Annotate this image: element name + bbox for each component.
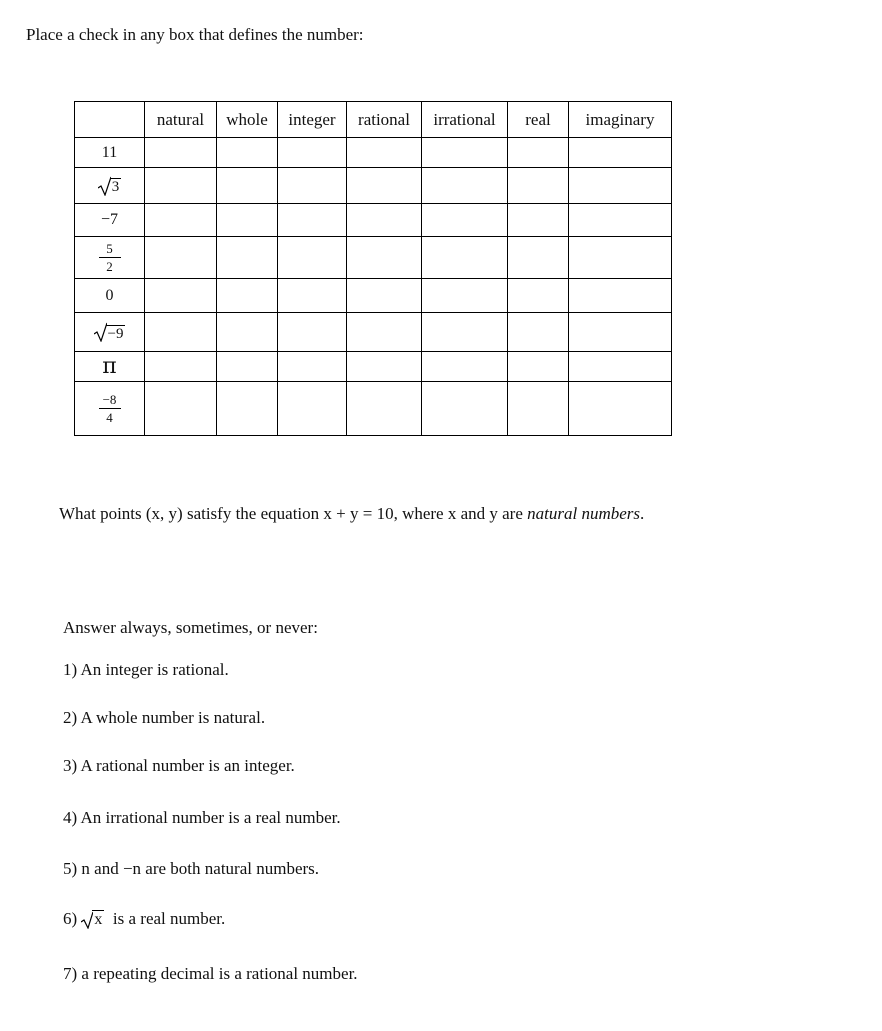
question-3: 3) A rational number is an integer. — [63, 756, 295, 775]
checkbox-cell-natural[interactable] — [145, 313, 217, 352]
number-value: 11 — [101, 143, 118, 161]
question-6-prefix: 6) — [63, 909, 82, 928]
row-number-cell — [75, 352, 145, 382]
checkbox-cell-imaginary[interactable] — [569, 313, 672, 352]
radicand: 3 — [111, 179, 120, 195]
fraction-numerator: 5 — [106, 241, 113, 256]
checkbox-cell-integer[interactable] — [278, 279, 347, 313]
checkbox-cell-rational[interactable] — [347, 204, 422, 237]
checkbox-cell-rational[interactable] — [347, 352, 422, 382]
fraction-numerator: −8 — [102, 392, 117, 407]
checkbox-cell-irrational[interactable] — [422, 313, 508, 352]
header-real: real — [508, 102, 569, 138]
checkbox-cell-irrational[interactable] — [422, 382, 508, 436]
checkbox-cell-imaginary[interactable] — [569, 279, 672, 313]
checkbox-cell-imaginary[interactable] — [569, 168, 672, 204]
table-row — [75, 168, 672, 204]
question-5: 5) n and −n are both natural numbers. — [63, 859, 320, 878]
header-integer: integer — [278, 102, 347, 138]
checkbox-cell-natural[interactable] — [145, 382, 217, 436]
row-number-cell — [75, 204, 145, 237]
radicand: −9 — [107, 325, 124, 342]
square-root — [94, 322, 126, 342]
checkbox-cell-irrational[interactable] — [422, 204, 508, 237]
header-row — [75, 102, 672, 138]
row-number-cell — [75, 237, 145, 279]
fraction-denominator: 4 — [106, 410, 113, 425]
checkbox-cell-imaginary[interactable] — [569, 204, 672, 237]
checkbox-cell-rational[interactable] — [347, 168, 422, 204]
checkbox-cell-integer[interactable] — [278, 237, 347, 279]
checkbox-cell-whole[interactable] — [217, 237, 278, 279]
checkbox-cell-integer[interactable] — [278, 204, 347, 237]
question-1: 1) An integer is rational. — [63, 660, 229, 679]
table-row — [75, 279, 672, 313]
row-number-cell — [75, 313, 145, 352]
checkbox-cell-imaginary[interactable] — [569, 352, 672, 382]
pi-symbol: π — [102, 353, 117, 379]
checkbox-cell-real[interactable] — [508, 382, 569, 436]
instruction-text: Place a check in any box that defines the number: — [26, 25, 364, 44]
checkbox-cell-natural[interactable] — [145, 279, 217, 313]
checkbox-cell-integer[interactable] — [278, 313, 347, 352]
checkbox-cell-natural[interactable] — [145, 138, 217, 168]
checkbox-cell-whole[interactable] — [217, 313, 278, 352]
checkbox-cell-natural[interactable] — [145, 237, 217, 279]
table-row — [75, 138, 672, 168]
checkbox-cell-rational[interactable] — [347, 382, 422, 436]
checkbox-cell-rational[interactable] — [347, 138, 422, 168]
checkbox-cell-imaginary[interactable] — [569, 382, 672, 436]
points-question-end: . — [640, 504, 645, 523]
square-root — [98, 176, 122, 196]
checkbox-cell-whole[interactable] — [217, 204, 278, 237]
checkbox-cell-integer[interactable] — [278, 138, 347, 168]
question-2: 2) A whole number is natural. — [63, 708, 266, 727]
checkbox-cell-imaginary[interactable] — [569, 237, 672, 279]
header-corner-cell — [75, 102, 145, 138]
question-6-radical — [81, 910, 104, 929]
header-imaginary: imaginary — [569, 102, 672, 138]
header-rational: rational — [347, 102, 422, 138]
checkbox-cell-irrational[interactable] — [422, 352, 508, 382]
table-row — [75, 204, 672, 237]
checkbox-cell-irrational[interactable] — [422, 168, 508, 204]
checkbox-cell-integer[interactable] — [278, 382, 347, 436]
checkbox-cell-rational[interactable] — [347, 279, 422, 313]
checkbox-cell-natural[interactable] — [145, 204, 217, 237]
checkbox-cell-natural[interactable] — [145, 352, 217, 382]
section-heading: Answer always, sometimes, or never: — [63, 618, 318, 637]
row-number-cell — [75, 279, 145, 313]
checkbox-cell-irrational[interactable] — [422, 237, 508, 279]
checkbox-cell-whole[interactable] — [217, 279, 278, 313]
checkbox-cell-integer[interactable] — [278, 168, 347, 204]
fraction-bar — [99, 408, 121, 409]
fraction — [99, 242, 121, 273]
question-7: 7) a repeating decimal is a rational number. — [63, 964, 358, 983]
fraction — [99, 393, 121, 424]
table-row — [75, 382, 672, 436]
number-value: −7 — [100, 211, 119, 228]
points-question — [59, 504, 644, 524]
checkbox-cell-real[interactable] — [508, 313, 569, 352]
checkbox-cell-real[interactable] — [508, 237, 569, 279]
checkbox-cell-whole[interactable] — [217, 138, 278, 168]
checkbox-cell-rational[interactable] — [347, 237, 422, 279]
checkbox-cell-natural[interactable] — [145, 168, 217, 204]
number-classification-table — [74, 101, 672, 436]
row-number-cell — [75, 168, 145, 204]
question-4: 4) An irrational number is a real number. — [63, 808, 341, 827]
points-question-text: What points (x, y) satisfy the equation x + y = 10, where x and y are — [59, 504, 528, 523]
checkbox-cell-whole[interactable] — [217, 168, 278, 204]
header-natural: natural — [145, 102, 217, 138]
checkbox-cell-real[interactable] — [508, 352, 569, 382]
checkbox-cell-real[interactable] — [508, 168, 569, 204]
row-number-cell — [75, 138, 145, 168]
header-irrational: irrational — [422, 102, 508, 138]
table-row — [75, 313, 672, 352]
fraction-bar — [99, 257, 121, 258]
fraction-denominator: 2 — [106, 259, 113, 274]
checkbox-cell-irrational[interactable] — [422, 279, 508, 313]
question-6-suffix: is a real number. — [104, 909, 226, 928]
checkbox-cell-real[interactable] — [508, 279, 569, 313]
checkbox-cell-whole[interactable] — [217, 382, 278, 436]
points-question-emphasis: natural numbers — [527, 504, 641, 523]
checkbox-cell-real[interactable] — [508, 138, 569, 168]
checkbox-cell-integer[interactable] — [278, 352, 347, 382]
number-value: 0 — [105, 286, 114, 304]
table-row — [75, 352, 672, 382]
table-row — [75, 237, 672, 279]
header-whole: whole — [217, 102, 278, 138]
checkbox-cell-whole[interactable] — [217, 352, 278, 382]
row-number-cell — [75, 382, 145, 436]
checkbox-cell-irrational[interactable] — [422, 138, 508, 168]
checkbox-cell-imaginary[interactable] — [569, 138, 672, 168]
checkbox-cell-real[interactable] — [508, 204, 569, 237]
question-6 — [63, 909, 225, 929]
checkbox-cell-rational[interactable] — [347, 313, 422, 352]
question-6-radicand: x — [94, 911, 103, 929]
